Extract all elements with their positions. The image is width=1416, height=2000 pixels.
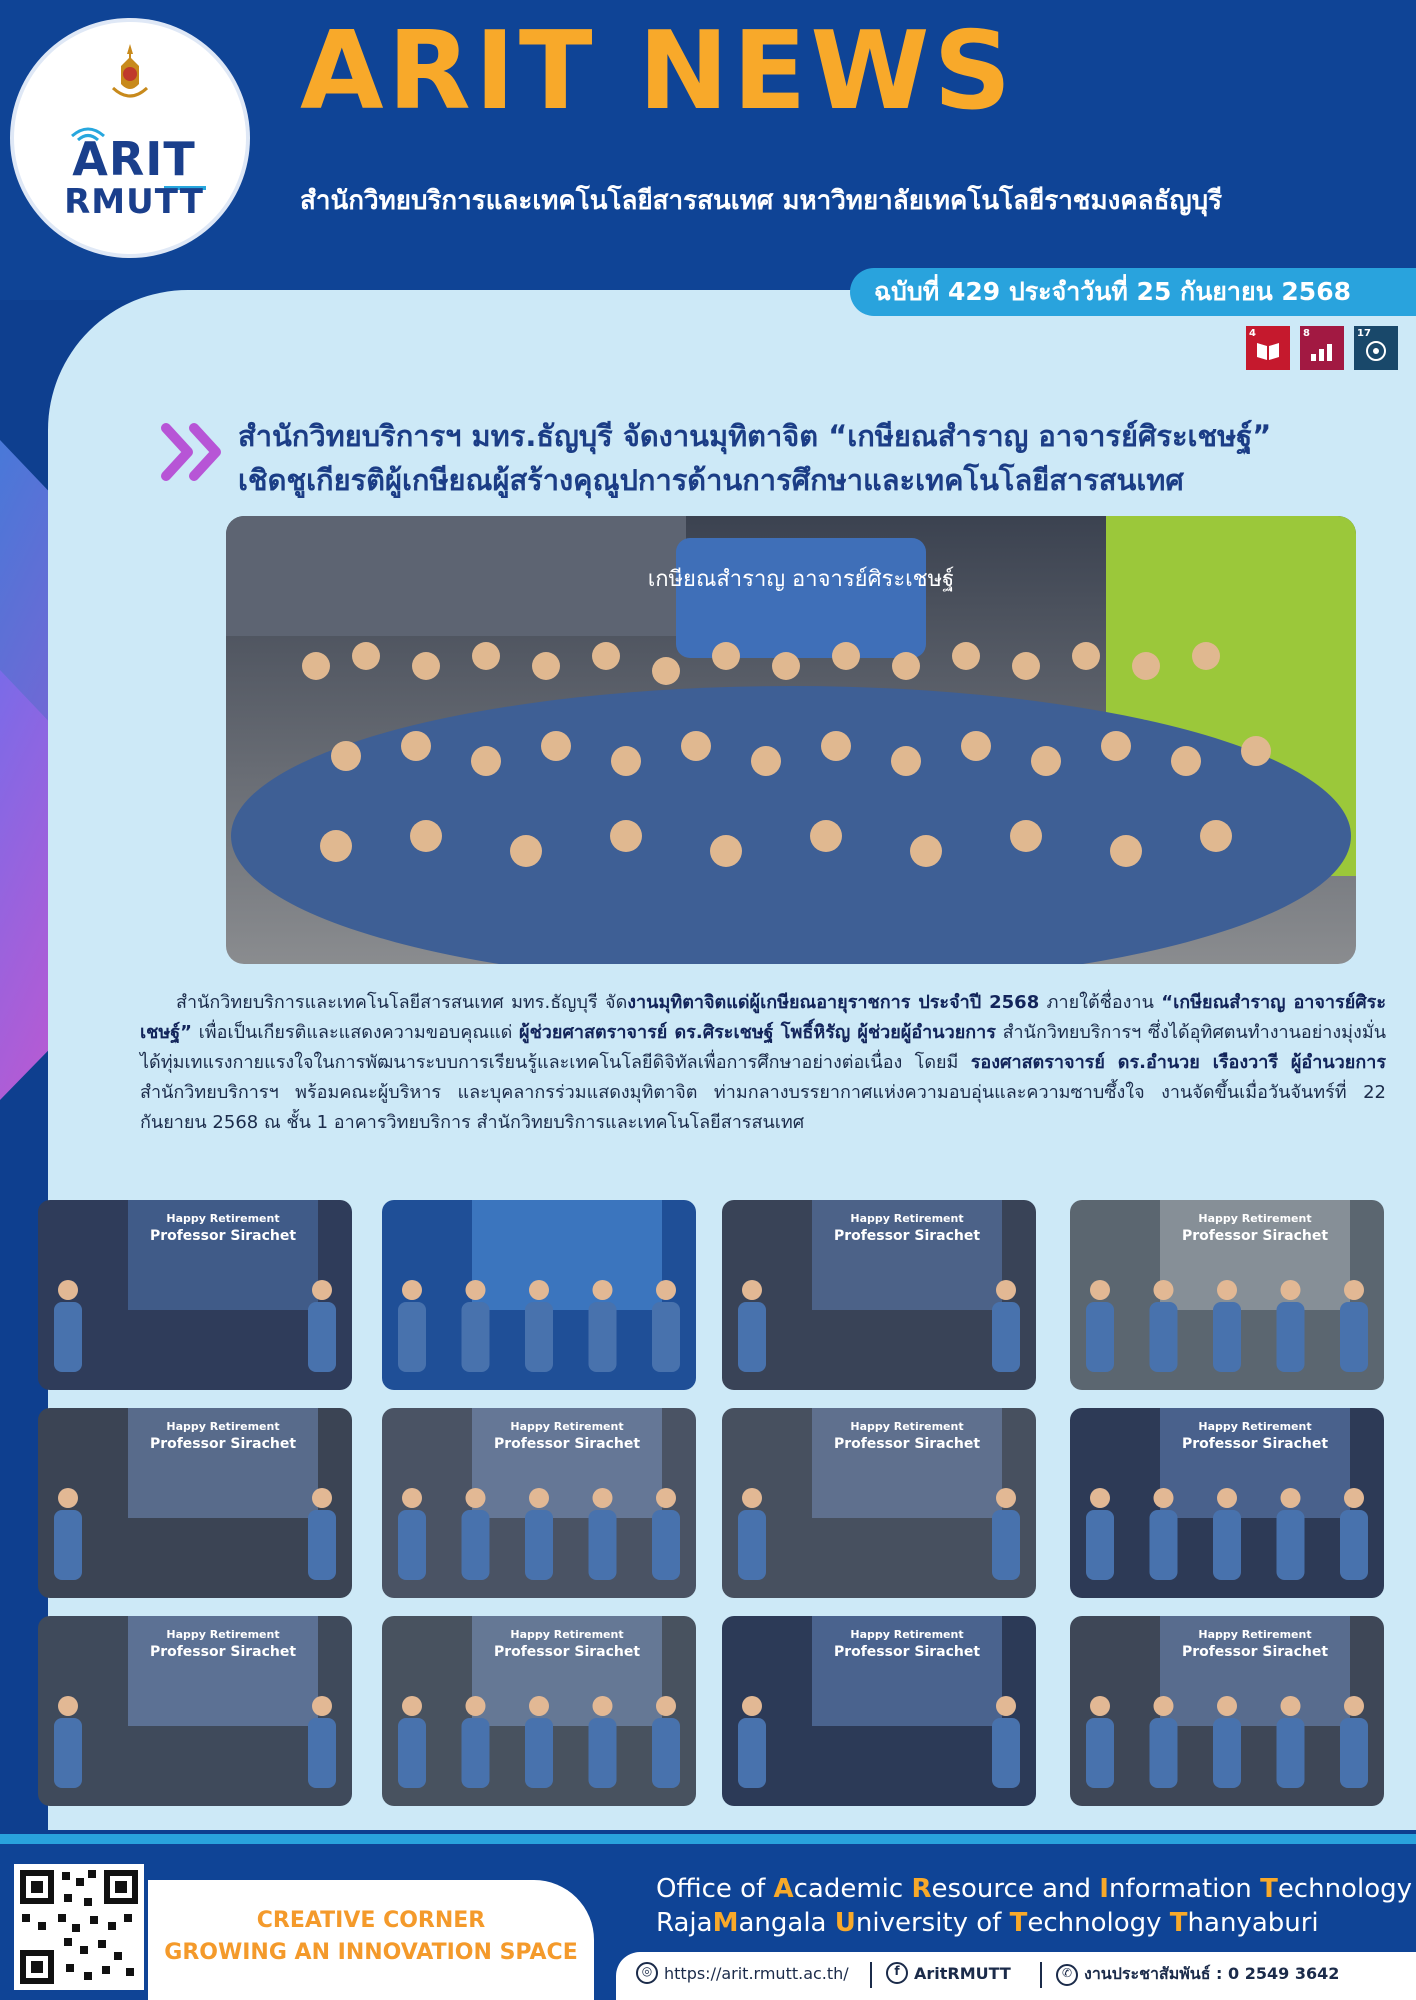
double-chevron-icon <box>160 422 230 482</box>
retirement-banner-line-2: Professor Sirachet <box>833 1436 981 1452</box>
innovation-space-label: GROWING AN INNOVATION SPACE <box>164 1940 578 1965</box>
issue-badge: ฉบับที่ 429 ประจำวันที่ 25 กันยายน 2568 <box>850 268 1416 316</box>
event-photo <box>722 1408 1036 1598</box>
footer-accent-strip <box>0 1834 1416 1844</box>
retirement-banner-line-2: Professor Sirachet <box>1181 1228 1329 1244</box>
body-text-2: ภายใต้ชื่องาน <box>1039 992 1162 1013</box>
facebook-handle[interactable]: AritRMUTT <box>914 1963 1011 1983</box>
logo-text-rmutt: RMUTT <box>64 182 204 222</box>
sdg-8-badge <box>1300 326 1344 370</box>
office-name-initial: M <box>712 1908 739 1938</box>
office-name-segment: nformation <box>1108 1874 1261 1904</box>
office-name-initial: T <box>1260 1874 1278 1904</box>
event-photo <box>722 1200 1036 1390</box>
retirement-banner-line-1: Happy Retirement <box>166 1628 280 1641</box>
body-text-5: สำนักวิทยบริการฯ พร้อมคณะผู้บริหาร และบุคลากรร่วมแสดงมุทิตาจิต ท่ามกลางบรรยากาศแห่งความอบอุ่นและความซาบซึ้งใจ งานจัดขึ้นเมื่อวันจันทร์ที่ 22 กันยายน 2568 ณ ชั้น 1 อาคารวิทยบริการ สำนักวิทยบริการและเทคโนโลยีสารสนเทศ <box>140 1082 1386 1133</box>
body-text-1: สำนักวิทยบริการและเทคโนโลยีสารสนเทศ มทร.ธัญบุรี จัด <box>176 992 628 1013</box>
headline-line-2: เชิดชูเกียรติผู้เกษียณผู้สร้างคุณูปการด้านการศึกษาและเทคโนโลยีสารสนเทศ <box>238 463 1184 497</box>
retirement-banner-line-2: Professor Sirachet <box>1181 1644 1329 1660</box>
retirement-banner-line-1: Happy Retirement <box>850 1628 964 1641</box>
phone-number: งานประชาสัมพันธ์ : 0 2549 3642 <box>1084 1964 1340 1983</box>
retirement-banner-line-2: Professor Sirachet <box>833 1228 981 1244</box>
sdg-number: 4 <box>1249 328 1256 339</box>
website-url[interactable]: https://arit.rmutt.ac.th/ <box>664 1963 849 1983</box>
event-photo <box>38 1200 352 1390</box>
retirement-banner-line-2: Professor Sirachet <box>833 1644 981 1660</box>
retirement-banner-line-2: Professor Sirachet <box>149 1228 297 1244</box>
office-name-line-2 <box>656 1908 1319 1938</box>
retirement-banner-line-2: Professor Sirachet <box>1181 1436 1329 1452</box>
event-photo <box>382 1200 696 1390</box>
body-text-4: สำนักวิทยบริการฯ ซึ่งได้อุทิศตนทำงานอย่างมุ่งมั่น ได้ทุ่มเทแรงกายแรงใจในการพัฒนาระบบการเรียนรู้และเทคโนโลยีดิจิทัลเพื่อการศึกษาอย่างต่อเนื่อง โดยมี <box>140 1022 1387 1073</box>
retirement-banner-line-1: Happy Retirement <box>510 1420 624 1433</box>
facebook-icon: f <box>886 1962 908 1984</box>
globe-icon: ◎ <box>636 1962 658 1984</box>
event-photo <box>722 1616 1036 1806</box>
retirement-banner-line-1: Happy Retirement <box>1198 1420 1312 1433</box>
news-headline <box>238 414 1378 502</box>
office-name-segment: angala <box>738 1908 835 1938</box>
divider <box>1040 1962 1042 1988</box>
newsletter-title: ARIT NEWS <box>300 9 1016 134</box>
retirement-banner-line-2: Professor Sirachet <box>493 1644 641 1660</box>
event-photo <box>1070 1408 1384 1598</box>
body-bold-1: งานมุทิตาจิตแด่ผู้เกษียณอายุราชการ ประจำปี 2568 <box>627 992 1040 1013</box>
website-link[interactable] <box>636 1962 849 1984</box>
office-name-segment: niversity of <box>855 1908 1010 1938</box>
phone-contact <box>1056 1962 1339 1987</box>
whatsapp-phone-icon: ✆ <box>1056 1964 1078 1986</box>
retirement-banner-line-1: Happy Retirement <box>510 1628 624 1641</box>
article-body <box>140 988 1386 1138</box>
event-photo <box>382 1408 696 1598</box>
event-photo <box>382 1616 696 1806</box>
event-photo <box>1070 1200 1384 1390</box>
university-crest-icon <box>109 44 151 102</box>
sdg-4-badge <box>1246 326 1290 370</box>
event-photo <box>1070 1616 1384 1806</box>
headline-line-1: สำนักวิทยบริการฯ มทร.ธัญบุรี จัดงานมุทิตาจิต “เกษียณสำราญ อาจารย์ศิระเชษฐ์” <box>238 419 1272 453</box>
main-group-photo <box>226 516 1356 964</box>
retirement-banner-line-2: Professor Sirachet <box>493 1436 641 1452</box>
divider <box>870 1962 872 1988</box>
facebook-link[interactable] <box>886 1962 1011 1984</box>
office-name-initial: I <box>1099 1874 1109 1904</box>
event-photo <box>38 1408 352 1598</box>
body-bold-2: “เกษียณสำราญ อาจารย์ศิระเชษฐ์” <box>140 992 1387 1043</box>
backdrop-text: เกษียณสำราญ อาจารย์ศิระเชษฐ์ <box>647 567 955 592</box>
arit-logo <box>14 22 246 254</box>
retirement-banner-line-1: Happy Retirement <box>1198 1628 1312 1641</box>
sdg-number: 8 <box>1303 328 1310 339</box>
office-name-initial: A <box>773 1874 794 1904</box>
office-name-initial: T <box>1169 1908 1188 1938</box>
office-name-segment: Raja <box>656 1908 713 1938</box>
office-name-line-1 <box>656 1874 1412 1904</box>
retirement-banner-line-1: Happy Retirement <box>850 1420 964 1433</box>
article-paragraph <box>140 988 1386 1138</box>
qr-code[interactable] <box>14 1864 144 1990</box>
body-bold-4: รองศาสตราจารย์ ดร.อำนวย เรืองวารี ผู้อำนวยการ <box>970 1052 1386 1073</box>
growth-chart-icon <box>1309 340 1335 362</box>
retirement-banner-line-1: Happy Retirement <box>1198 1212 1312 1225</box>
logo-text-arit: ARIT <box>72 132 196 186</box>
sdg-17-badge <box>1354 326 1398 370</box>
retirement-banner-line-1: Happy Retirement <box>166 1420 280 1433</box>
retirement-banner-line-2: Professor Sirachet <box>149 1644 297 1660</box>
event-photo <box>38 1616 352 1806</box>
office-name-segment: echnology <box>1277 1874 1412 1904</box>
sdg-badges <box>1246 326 1398 370</box>
office-name-initial: T <box>1009 1908 1028 1938</box>
sdg-number: 17 <box>1357 328 1371 339</box>
creative-corner-label: CREATIVE CORNER <box>256 1908 486 1933</box>
office-name-segment: echnology <box>1027 1908 1170 1938</box>
flower-icon <box>1363 340 1389 362</box>
office-name-segment: cademic <box>793 1874 912 1904</box>
retirement-banner-line-1: Happy Retirement <box>166 1212 280 1225</box>
retirement-banner-line-1: Happy Retirement <box>850 1212 964 1225</box>
office-name-segment: Office of <box>656 1874 774 1904</box>
body-bold-3: ผู้ช่วยศาสตราจารย์ ดร.ศิระเชษฐ์ โพธิ์หิรัญ ผู้ช่วยผู้อำนวยการ <box>519 1022 996 1043</box>
newsletter-subtitle: สำนักวิทยบริการและเทคโนโลยีสารสนเทศ มหาวิทยาลัยเทคโนโลยีราชมงคลธัญบุรี <box>300 186 1223 216</box>
book-icon <box>1255 340 1281 362</box>
office-name-segment: hanyaburi <box>1187 1908 1319 1938</box>
office-name-initial: U <box>834 1908 856 1938</box>
retirement-banner-line-2: Professor Sirachet <box>149 1436 297 1452</box>
office-name-initial: R <box>911 1874 932 1904</box>
body-text-3: เพื่อเป็นเกียรติและแสดงความขอบคุณแด่ <box>192 1022 520 1043</box>
office-name-segment: esource and <box>931 1874 1100 1904</box>
